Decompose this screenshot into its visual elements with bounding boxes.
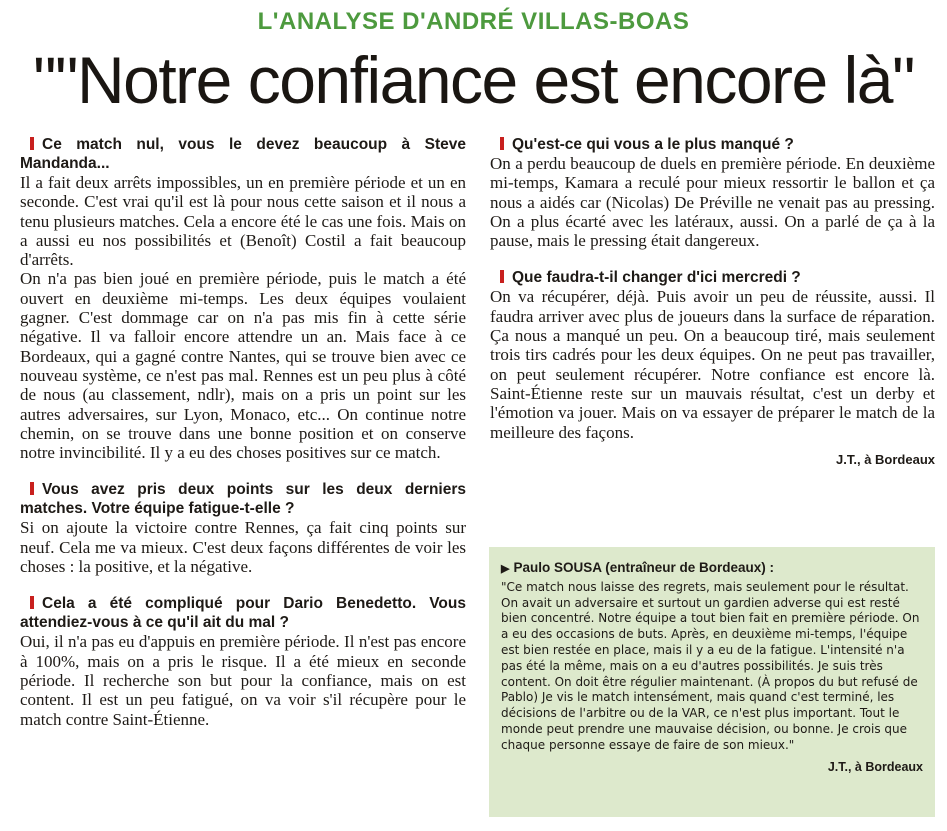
answer-4: On a perdu beaucoup de duels en première période. En deuxième mi-temps, Kamara a reculé pour mieux ressortir le ballon et ça nous a aidés car (Nicolas) De Préville ne venait pas au pressing. On a plus écarté avec les latéraux, aussi. On a parlé de ça à la pause, mais le pressing était dangereux. xyxy=(490,154,935,251)
interview-signature: J.T., à Bordeaux xyxy=(836,451,935,467)
arrow-right-icon: ▶ xyxy=(501,563,510,575)
coach-quote-title-text: Paulo SOUSA (entraîneur de Bordeaux) : xyxy=(513,560,775,575)
question-2: Vous avez pris deux points sur les deux derniers matches. Votre équipe fatigue-t-elle ? xyxy=(20,481,466,518)
answer-1-continued: On n'a pas bien joué en première période, puis le match a été ouvert en deuxième mi-temps. Les deux équipes voulaient gagner. C'est dommage car on n'a pas mis fin à cette série négative. Il va falloir encore attendre un an. Mais face à ce Bordeaux, qui a gagné contre Nantes, qui se trouve bien avec ce nouveau système, ce n'est pas mal. Rennes est un peu plus à côté de nous (au classement, ndlr), mais on a pris un point sur les autres adversaires, sur Lyon, Monaco, etc... On continue notre chemin, on se trouve dans une bonne position et on conserve notre invincibilité. Il y a eu des choses positives sur ce match. xyxy=(20,269,466,463)
coach-quote-title xyxy=(501,560,923,578)
right-column xyxy=(490,135,935,469)
answer-1: Il a fait deux arrêts impossibles, un en première période et un en seconde. C'est vrai qu'il est là pour nous cette saison et il nous a tenu plusieurs matches. Cela a encore été le cas une fois. Mais on a aussi eu nos possibilités et (Benoît) Costil a fait beaucoup d'arrêts. xyxy=(20,173,466,270)
coach-quote-text: "Ce match nous laisse des regrets, mais seulement pour le résultat. On avait un adversaire et surtout un gardien adverse qui est resté bien concentré. Notre équipe a tout bien fait en première période. On a eu des occasions de buts. Après, en deuxième mi-temps, l'équipe est bien restée en place, mais il y a eu de la fatigue. L'intensité n'a pas été la même, mais on a eu d'autres possibilités. Je suis très content. On doit être régulier maintenant. (À propos du but refusé de Pablo) Je vis le match intensément, mais quand c'est terminé, les décisions de l'arbitre ou de la VAR, ce n'est plus important. Tout le monde peut prendre une mauvaise décision, ou bonne. Je crois que chaque personne essaye de faire de son mieux." xyxy=(501,579,920,752)
left-column xyxy=(20,135,466,729)
question-4: Qu'est-ce qui vous a le plus manqué ? xyxy=(490,135,935,154)
coach-quote-box xyxy=(489,547,935,817)
answer-5: On va récupérer, déjà. Puis avoir un peu de réussite, aussi. Il faudra arriver avec plus de joueurs dans la surface de réparation. Ça nous a manqué un peu. On a beaucoup tiré, mais seulement trois tirs cadrés pour les deux équipes. On ne peut pas travailler, on peut seulement récupérer. Notre confiance est encore là. Saint-Étienne reste sur un mauvais résultat, c'est un derby et l'émotion va jouer. Mais on va essayer de préparer le match de la meilleure des façons. xyxy=(490,287,935,442)
article-headline: ""Notre confiance est encore là" xyxy=(33,43,914,117)
question-5: Que faudra-t-il changer d'ici mercredi ? xyxy=(490,268,935,287)
article-kicker: L'ANALYSE D'ANDRÉ VILLAS-BOAS xyxy=(257,8,690,35)
answer-3: Oui, il n'a pas eu d'appuis en première période. Il n'est pas encore à 100%, mais on a pris le risque. Il a été mieux en seconde période. Il recherche son but pour la confiance, mais on est content. Il est un peu fatigué, on va voir s'il récupère pour le match contre Saint-Étienne. xyxy=(20,632,466,729)
answer-2: Si on ajoute la victoire contre Rennes, ça fait cinq points sur neuf. Cela me va mieux. C'est deux façons différentes de voir les choses : la positive, et la négative. xyxy=(20,518,466,577)
coach-quote-signature: J.T., à Bordeaux xyxy=(827,759,923,774)
question-1: Ce match nul, vous le devez beaucoup à Steve Mandanda... xyxy=(20,136,466,172)
question-3: Cela a été compliqué pour Dario Benedetto. Vous attendiez-vous à ce qu'il ait du mal ? xyxy=(20,595,466,632)
